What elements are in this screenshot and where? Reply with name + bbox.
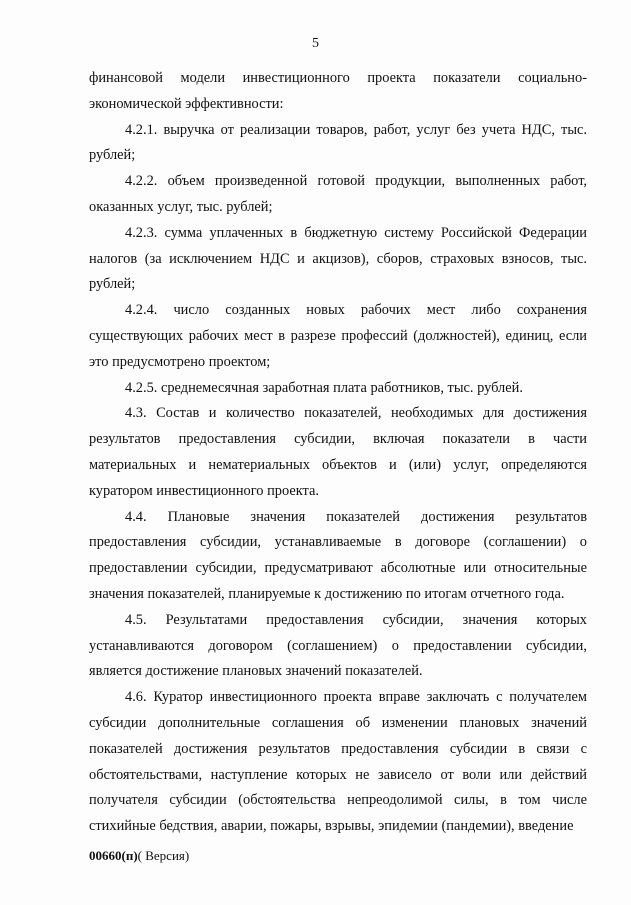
paragraph-intro-continuation: финансовой модели инвестиционного проекта показатели социально-экономической эффективности: — [89, 70, 587, 112]
document-footer — [89, 848, 189, 864]
document-version: ( Версия) — [137, 848, 190, 863]
paragraph-4-2-3: 4.2.3. сумма уплаченных в бюджетную систему Российской Федерации налогов (за исключением НДС и акцизов), сборов, страховых взносов, тыс. рублей; — [89, 224, 587, 293]
page-number: 5 — [312, 36, 319, 51]
paragraph-4-2-1: 4.2.1. выручка от реализации товаров, работ, услуг без учета НДС, тыс. рублей; — [89, 121, 587, 164]
paragraph-4-3: 4.3. Состав и количество показателей, необходимых для достижения результатов предоставления субсидии, включая показатели в части материальных и нематериальных объектов и (или) услуг, определяются куратором инвестиционного проекта. — [89, 405, 587, 499]
paragraph-4-2-2: 4.2.2. объем произведенной готовой продукции, выполненных работ, оказанных услуг, тыс. рублей; — [89, 173, 587, 215]
paragraph-4-2-4: 4.2.4. число созданных новых рабочих мест либо сохранения существующих рабочих мест в разрезе профессий (должностей), единиц, если это предусмотрено проектом; — [89, 302, 587, 370]
paragraph-4-5: 4.5. Результатами предоставления субсидии, значения которых устанавливаются договором (соглашением) о предоставлении субсидии, является достижение плановых значений показателей. — [89, 611, 587, 680]
document-code: 00660(п) — [89, 848, 138, 863]
paragraph-4-2-5: 4.2.5. среднемесячная заработная плата работников, тыс. рублей. — [125, 379, 523, 396]
document-body — [89, 66, 587, 840]
paragraph-4-4: 4.4. Плановые значения показателей достижения результатов предоставления субсидии, устанавливаемые в договоре (соглашении) о предоставлении субсидии, предусматривают абсолютные или относительные значения показателей, планируемые к достижению по итогам отчетного года. — [89, 508, 587, 602]
paragraph-4-6: 4.6. Куратор инвестиционного проекта вправе заключать с получателем субсидии дополнительные соглашения об изменении плановых значений показателей достижения результатов предоставления субсидии в связи с обстоятельствами, наступление которых не зависело от воли или действий получателя субсидии (обстоятельства непреодолимой силы, в том числе стихийные бедствия, аварии, пожары, взрывы, эпидемии (пандемии), введение — [89, 689, 587, 835]
